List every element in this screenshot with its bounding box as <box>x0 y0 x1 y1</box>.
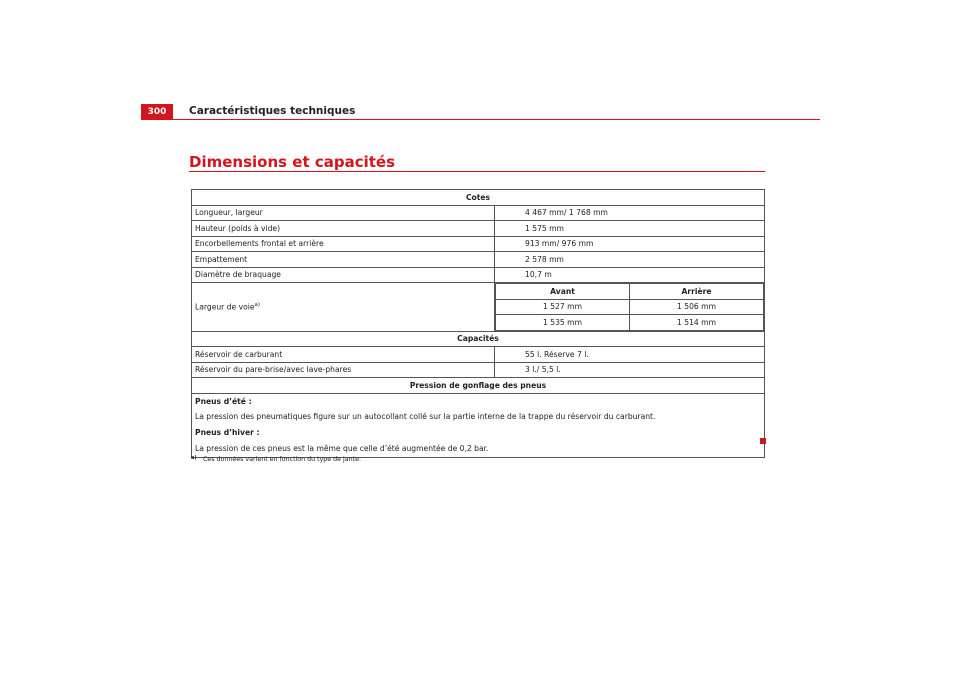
winter-text: La pression de ces pneus est la même que celle d’été augmentée de 0,2 bar. <box>195 443 489 453</box>
row-label: Empattement <box>192 252 495 268</box>
table-row <box>192 205 765 221</box>
table-row <box>192 221 765 237</box>
winter-label: Pneus d’hiver : <box>195 428 260 438</box>
row-label: Réservoir de carburant <box>192 347 495 363</box>
table-row <box>192 252 765 268</box>
footnote-text: Ces données varient en fonction du type de jante. <box>203 456 362 463</box>
summer-text: La pression des pneumatiques figure sur un autocollant collé sur la partie interne de la trappe du réservoir du carburant. <box>195 412 656 422</box>
table-row <box>192 393 765 457</box>
voie-rear-value: 1 514 mm <box>630 315 764 331</box>
voie-values-cell <box>495 283 765 332</box>
row-label: Diamètre de braquage <box>192 267 495 283</box>
voie-col-front: Avant <box>496 284 630 300</box>
cotes-header: Cotes <box>192 190 765 206</box>
voie-footnote-ref: a) <box>254 301 261 308</box>
voie-front-value: 1 535 mm <box>496 315 630 331</box>
table-row <box>192 190 765 206</box>
header-rule <box>141 119 820 120</box>
voie-front-value: 1 527 mm <box>496 299 630 315</box>
voie-subtable <box>495 283 764 331</box>
voie-label-cell <box>192 283 495 332</box>
spec-table <box>191 189 765 458</box>
pression-header: Pression de gonflage des pneus <box>192 378 765 394</box>
table-row <box>192 362 765 378</box>
table-row <box>192 378 765 394</box>
voie-col-rear: Arrière <box>630 284 764 300</box>
footnote-mark: a) <box>191 455 197 461</box>
table-row <box>192 347 765 363</box>
summer-label: Pneus d’été : <box>195 396 252 406</box>
row-label: Réservoir du pare-brise/avec lave-phares <box>192 362 495 378</box>
row-label: Hauteur (poids à vide) <box>192 221 495 237</box>
row-value: 2 578 mm <box>495 252 765 268</box>
row-value: 1 575 mm <box>495 221 765 237</box>
page-number: 300 <box>141 104 173 119</box>
table-row <box>192 236 765 252</box>
pression-cell <box>192 393 765 457</box>
voie-rear-value: 1 506 mm <box>630 299 764 315</box>
section-rule <box>189 171 765 172</box>
row-value: 4 467 mm/ 1 768 mm <box>495 205 765 221</box>
table-row <box>192 267 765 283</box>
voie-label: Largeur de voie <box>195 302 255 312</box>
row-value: 3 l./ 5,5 l. <box>495 362 765 378</box>
table-row <box>192 331 765 347</box>
row-label: Encorbellements frontal et arrière <box>192 236 495 252</box>
table-row <box>192 283 765 332</box>
row-value: 55 l. Réserve 7 l. <box>495 347 765 363</box>
section-title: Dimensions et capacités <box>189 153 396 171</box>
row-value: 10,7 m <box>495 267 765 283</box>
section-end-marker <box>760 438 766 444</box>
header-title: Caractéristiques techniques <box>189 105 356 117</box>
row-value: 913 mm/ 976 mm <box>495 236 765 252</box>
capacites-header: Capacités <box>192 331 765 347</box>
row-label: Longueur, largeur <box>192 205 495 221</box>
